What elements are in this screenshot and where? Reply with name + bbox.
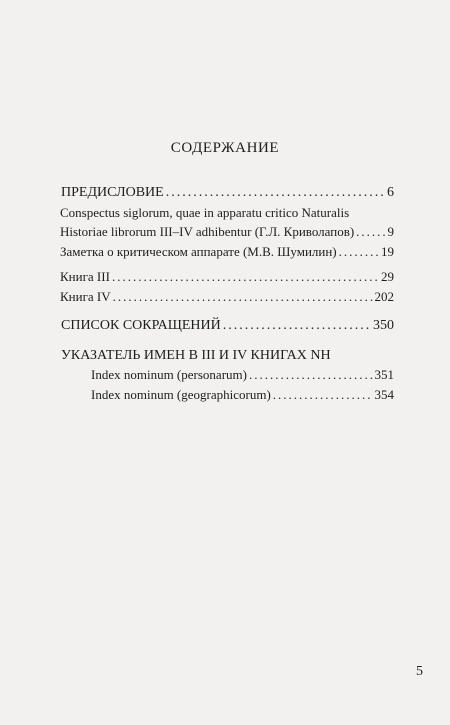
toc-entry-preface	[61, 186, 394, 200]
toc-entry-page: 29	[381, 269, 394, 284]
toc-entry-book3	[60, 270, 394, 283]
toc-entry-label: Книга IV	[60, 289, 111, 304]
toc-entry-index-personarum	[91, 368, 394, 381]
toc-title: СОДЕРЖАНИЕ	[170, 140, 280, 156]
dot-leader	[339, 245, 379, 258]
toc-entry-page: 351	[374, 367, 394, 382]
toc-entry-label: Index nominum (personarum)	[91, 367, 247, 382]
toc-entry-abbreviations	[61, 319, 394, 333]
toc-entry-page: 6	[387, 185, 394, 200]
toc-entry-label: ПРЕДИСЛОВИЕ	[61, 185, 164, 200]
dot-leader	[273, 388, 373, 401]
toc-entry-page: 202	[374, 289, 394, 304]
toc-entry-page: 350	[373, 318, 394, 333]
toc-entry-page: 9	[387, 224, 394, 239]
page-number: 5	[416, 664, 423, 679]
toc-entry-label: СПИСОК СОКРАЩЕНИЙ	[61, 318, 221, 333]
toc-entry-index-geographicorum	[91, 388, 394, 401]
dot-leader	[249, 368, 373, 381]
dot-leader	[223, 319, 371, 333]
toc-entry-conspectus	[60, 225, 394, 238]
toc-entry-label: Заметка о критическом аппарате (М.В. Шумилин)	[60, 244, 337, 259]
toc-entry-note	[60, 245, 394, 258]
dot-leader	[113, 290, 373, 303]
toc-entry-conspectus-line1: Conspectus siglorum, quae in apparatu critico Naturalis	[60, 205, 350, 220]
toc-entry-label: Historiae librorum III–IV adhibentur (Г.Л. Криволапов)	[60, 224, 355, 239]
toc-entry-book4	[60, 290, 394, 303]
toc-entry-label: Index nominum (geographicorum)	[91, 387, 271, 402]
dot-leader	[356, 225, 385, 238]
dot-leader	[166, 186, 385, 200]
toc-entry-label: Книга III	[60, 269, 110, 284]
dot-leader	[112, 270, 379, 283]
toc-entry-page: 354	[374, 387, 394, 402]
toc-entry-page: 19	[381, 244, 394, 259]
toc-entry-index-heading: УКАЗАТЕЛЬ ИМЕН В III И IV КНИГАХ NH	[61, 348, 331, 363]
